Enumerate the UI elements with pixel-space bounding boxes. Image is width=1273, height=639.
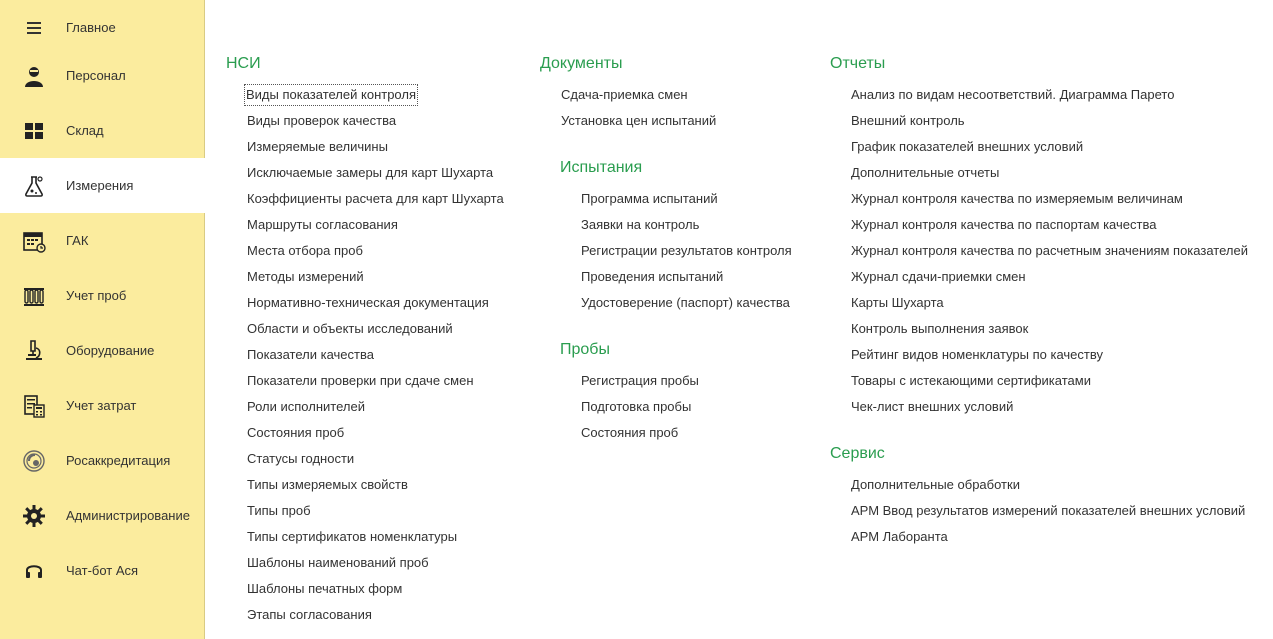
sidebar-item-label: Персонал [66,68,126,83]
gear-icon [22,504,46,528]
sidebar-item-measurements[interactable] [0,158,205,213]
calendar-icon [22,229,46,253]
list-item[interactable]: Контроль выполнения заявок [851,321,1029,336]
list-item[interactable]: Журнал сдачи-приемки смен [851,269,1026,284]
sidebar-item-label: ГАК [66,233,89,248]
cost-sheet-icon [22,394,46,418]
sidebar-item-main[interactable] [0,0,204,55]
warehouse-icon [22,119,46,143]
accreditation-seal-icon [22,449,46,473]
list-item[interactable]: Товары с истекающими сертификатами [851,373,1091,388]
list-item[interactable]: АРМ Ввод результатов измерений показателей внешних условий [851,503,1246,518]
list-item[interactable]: Рейтинг видов номенклатуры по качеству [851,347,1103,362]
list-item[interactable]: Области и объекты исследований [247,321,453,336]
list-item[interactable]: Шаблоны печатных форм [247,581,403,596]
list-item[interactable]: Проведения испытаний [581,269,724,284]
list-item[interactable]: Типы измеряемых свойств [247,477,408,492]
sidebar-item-label: Оборудование [66,343,155,358]
list-item[interactable]: Показатели проверки при сдаче смен [247,373,474,388]
list-item[interactable]: Типы проб [247,503,311,518]
list-item[interactable]: Нормативно-техническая документация [247,295,489,310]
list-item[interactable]: Чек-лист внешних условий [851,399,1014,414]
list-item[interactable]: Показатели качества [247,347,374,362]
list-item[interactable]: Коэффициенты расчета для карт Шухарта [247,191,504,206]
sidebar-item-gak[interactable] [0,213,204,268]
sidebar-item-administration[interactable] [0,488,204,543]
list-item[interactable]: Шаблоны наименований проб [247,555,429,570]
list-item[interactable]: Журнал контроля качества по расчетным значениям показателей [851,243,1248,258]
list-item[interactable]: Этапы согласования [247,607,372,622]
list-item[interactable]: Роли исполнителей [247,399,365,414]
section-title-nsi: НСИ [226,55,261,72]
sidebar-item-label: Администрирование [66,508,190,523]
sidebar-item-label: Главное [66,20,116,35]
list-item[interactable]: Заявки на контроль [581,217,700,232]
section-title-reports: Отчеты [830,55,886,72]
list-item[interactable]: Состояния проб [581,425,679,440]
list-item[interactable]: Места отбора проб [247,243,363,258]
sidebar [0,0,205,639]
test-tubes-icon [22,284,46,308]
list-item[interactable]: Сдача-приемка смен [561,87,688,102]
menu-icon [22,16,46,40]
list-item[interactable]: Измеряемые величины [247,139,388,154]
list-item[interactable]: Состояния проб [247,425,345,440]
list-item[interactable]: Удостоверение (паспорт) качества [581,295,790,310]
sidebar-item-accreditation[interactable] [0,433,204,488]
list-item[interactable]: Внешний контроль [851,113,965,128]
list-item[interactable]: Регистрации результатов контроля [581,243,792,258]
list-item[interactable]: Дополнительные отчеты [851,165,1000,180]
list-item[interactable]: Методы измерений [247,269,364,284]
section-title-tests: Испытания [560,159,643,176]
list-item[interactable]: Статусы годности [247,451,355,466]
sidebar-item-chatbot[interactable] [0,543,204,598]
list-item[interactable]: Виды проверок качества [247,113,397,128]
list-item[interactable]: Установка цен испытаний [561,113,717,128]
list-item[interactable]: Подготовка пробы [581,399,692,414]
sidebar-item-label: Учет проб [66,288,127,303]
list-item[interactable]: Исключаемые замеры для карт Шухарта [247,165,494,180]
section-title-samples: Пробы [560,341,610,358]
list-item[interactable]: Регистрация пробы [581,373,699,388]
sidebar-item-personnel[interactable] [0,48,204,103]
headset-icon [22,559,46,583]
section-title-documents: Документы [540,55,623,72]
list-item[interactable]: Маршруты согласования [247,217,398,232]
sidebar-item-sample-accounting[interactable] [0,268,204,323]
list-item[interactable]: Дополнительные обработки [851,477,1020,492]
sidebar-item-equipment[interactable] [0,323,204,378]
sidebar-item-label: Чат-бот Ася [66,563,139,578]
person-icon [22,64,46,88]
microscope-icon [22,339,46,363]
list-item[interactable]: Программа испытаний [581,191,718,206]
list-item[interactable]: Типы сертификатов номенклатуры [247,529,458,544]
list-item[interactable]: Журнал контроля качества по паспортам качества [851,217,1157,232]
list-item[interactable]: Анализ по видам несоответствий. Диаграмма Парето [851,87,1175,102]
list-item[interactable]: График показателей внешних условий [851,139,1084,154]
sidebar-item-label: Учет затрат [66,398,137,413]
list-item[interactable]: Виды показателей контроля [245,85,417,105]
sidebar-item-warehouse[interactable] [0,103,204,158]
sidebar-item-cost-accounting[interactable] [0,378,204,433]
list-item[interactable]: АРМ Лаборанта [851,529,948,544]
list-item[interactable]: Журнал контроля качества по измеряемым величинам [851,191,1183,206]
sidebar-item-label: Измерения [66,178,134,193]
list-item[interactable]: Карты Шухарта [851,295,944,310]
flask-icon [22,174,46,198]
section-title-service: Сервис [830,445,885,462]
sidebar-item-label: Росаккредитация [66,453,171,468]
sidebar-item-label: Склад [66,123,104,138]
